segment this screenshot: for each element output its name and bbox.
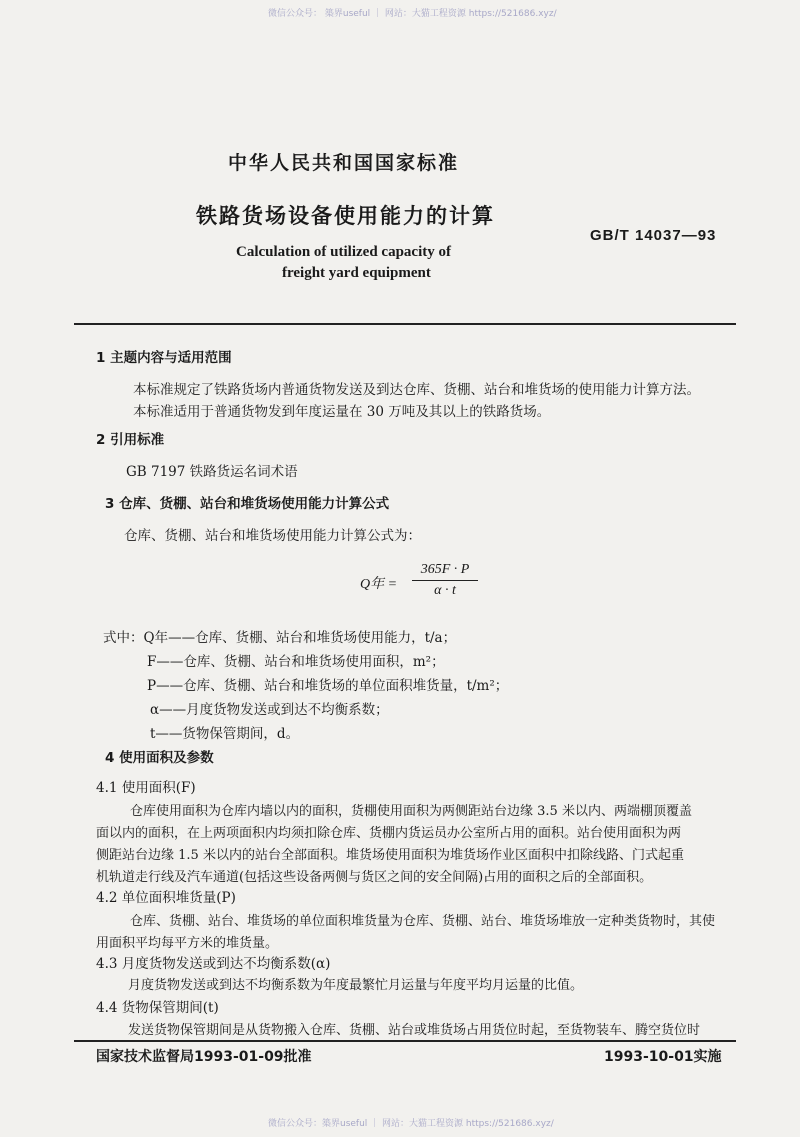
- where-line-3: P——仓库、货棚、站台和堆货场的单位面积堆货量，t/m²；: [147, 678, 509, 694]
- formula-denominator: α · t: [434, 583, 456, 598]
- section-4-3-line-1: 月度货物发送或到达不均衡系数为年度最繁忙月运量与年度平均月运量的比值。: [128, 978, 584, 993]
- where-line-4: α——月度货物发送或到达不均衡系数；: [150, 702, 389, 718]
- section-4-2-line-2: 用面积平均每平方米的堆货量。: [96, 936, 279, 951]
- section-1-para-2: 本标准适用于普通货物发到年度运量在 30 万吨及其以上的铁路货场。: [133, 404, 551, 420]
- watermark-bottom: 微信公众号：築界useful ｜ 网站：大猫工程资源 https://521686.xyz/: [268, 1119, 554, 1129]
- standard-code: GB/T 14037—93: [590, 227, 717, 244]
- title-en-line2: freight yard equipment: [282, 265, 431, 281]
- section-1-heading: 1 主题内容与适用范围: [96, 350, 232, 366]
- section-4-1-line-3: 侧距站台边缘 1.5 米以内的站台全部面积。堆货场使用面积为堆货场作业区面积中扣除线路、门式起重: [96, 848, 684, 863]
- section-4-1-line-4: 机轨道走行线及汽车通道(包括这些设备两侧与货区之间的安全间隔)占用的面积之后的全部面积。: [96, 870, 653, 885]
- where-line-1: 式中：Q年——仓库、货棚、站台和堆货场使用能力，t/a；: [103, 630, 457, 646]
- section-4-2-line-1: 仓库、货棚、站台、堆货场的单位面积堆货量为仓库、货棚、站台、堆货场堆放一定种类货物时，其使: [130, 914, 716, 929]
- approval-date: 国家技术监督局1993-01-09批准: [96, 1049, 312, 1065]
- section-4-4-line-1: 发送货物保管期间是从货物搬入仓库、货棚、站台或堆货场占用货位时起，至货物装车、腾空货位时: [128, 1023, 701, 1038]
- effective-date: 1993-10-01实施: [604, 1049, 722, 1065]
- title-cn: 铁路货场设备使用能力的计算: [196, 204, 495, 228]
- section-3-heading: 3 仓库、货棚、站台和堆货场使用能力计算公式: [105, 496, 390, 512]
- section-4-3-title: 4.3 月度货物发送或到达不均衡系数(α): [96, 956, 331, 972]
- section-2-reference: GB 7197 铁路货运名词术语: [126, 464, 298, 480]
- section-4-1-line-1: 仓库使用面积为仓库内墙以内的面积，货棚使用面积为两侧距站台边缘 3.5 米以内、两端棚顶覆盖: [130, 804, 692, 819]
- section-4-1-line-2: 面以内的面积，在上两项面积内均须扣除仓库、货棚内货运员办公室所占用的面积。站台使用面积为两: [96, 826, 682, 841]
- standard-org: 中华人民共和国国家标准: [228, 152, 460, 174]
- section-3-intro: 仓库、货棚、站台和堆货场使用能力计算公式为：: [124, 528, 421, 544]
- formula-fraction: [412, 562, 478, 599]
- watermark-top: 微信公众号： 築界useful ｜ 网站：大猫工程资源 https://521686.xyz/: [268, 9, 557, 19]
- section-4-4-title: 4.4 货物保管期间(t): [96, 1000, 219, 1016]
- header-rule: [74, 323, 736, 325]
- formula-lhs: Q年 =: [360, 577, 398, 592]
- where-line-2: F——仓库、货棚、站台和堆货场使用面积，m²；: [147, 654, 445, 670]
- fraction-bar: [412, 580, 478, 581]
- section-4-heading: 4 使用面积及参数: [105, 750, 214, 766]
- footer-rule: [74, 1040, 736, 1042]
- section-1-para-1: 本标准规定了铁路货场内普通货物发送及到达仓库、货棚、站台和堆货场的使用能力计算方法。: [133, 382, 700, 398]
- section-4-2-title: 4.2 单位面积堆货量(P): [96, 890, 236, 906]
- title-en-line1: Calculation of utilized capacity of: [236, 244, 451, 260]
- section-4-1-title: 4.1 使用面积(F): [96, 780, 196, 796]
- formula-numerator: 365F · P: [420, 562, 470, 577]
- where-line-5: t——货物保管期间，d。: [150, 726, 300, 742]
- section-2-heading: 2 引用标准: [96, 432, 165, 448]
